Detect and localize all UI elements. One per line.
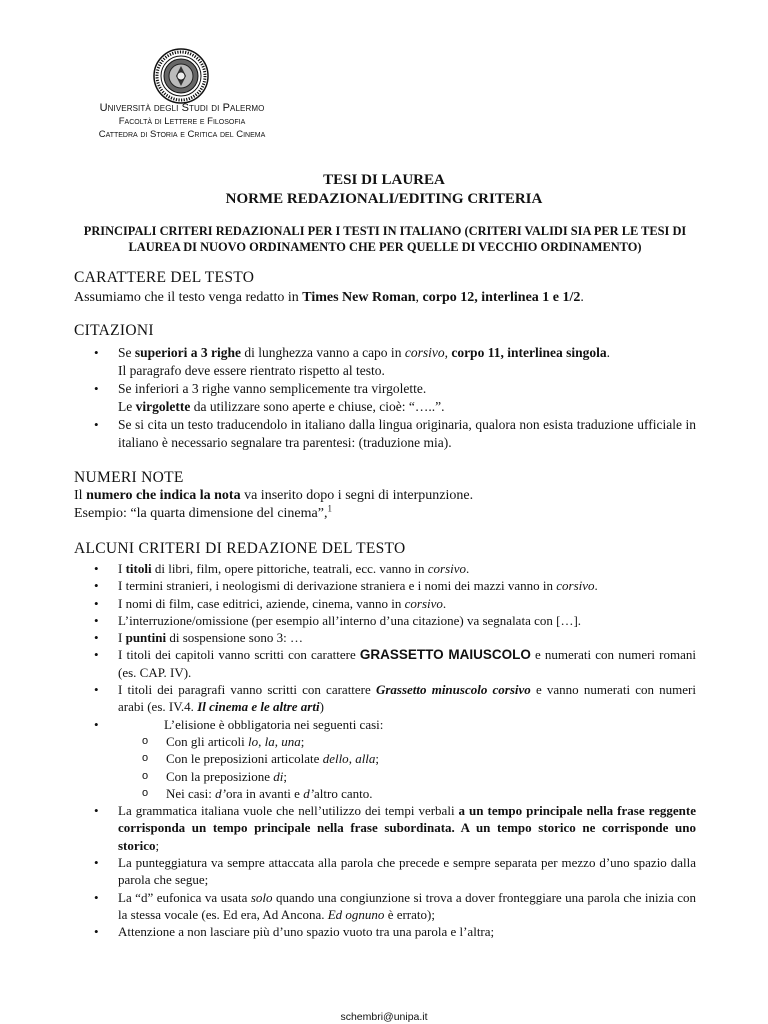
- heading-carattere: CARATTERE DEL TESTO: [74, 269, 255, 286]
- heading-citazioni: CITAZIONI: [74, 322, 154, 339]
- list-item: • I puntini di sospensione sono 3: …: [94, 630, 303, 646]
- numeri-note-paragraph: Il numero che indica la nota va inserito dopo i segni di interpunzione. Esempio: “la quarta dimensione del cinema”,$^1$: [74, 488, 474, 521]
- elisione-sublist: [118, 733, 696, 802]
- list-item: • I titoli dei capitoli vanno scritti con carattere GRASSETTO MAIUSCOLO e numerati con numeri romani (es. CAP. IV).: [94, 647, 697, 680]
- list-item: • Se superiori a 3 righe di lunghezza vanno a capo in corsivo, corpo 11, interlinea singola. Il paragrafo deve essere rientrato rispetto al testo.: [94, 345, 610, 378]
- list-item: • Se si cita un testo traducendolo in italiano dalla lingua originaria, qualora non esista traduzione ufficiale in italiano è necessario segnalare tra parentesi: (traduzione mia).: [94, 417, 696, 450]
- citazioni-list: [74, 344, 696, 452]
- sublist-item: o Con le preposizioni articolate dello, alla;: [142, 751, 380, 767]
- carattere-paragraph: Assumiamo che il testo venga redatto in Times New Roman, corpo 12, interlinea 1 e 1/2.: [74, 290, 584, 305]
- list-item: • I nomi di film, case editrici, aziende, cinema, vanno in corsivo.: [94, 595, 447, 611]
- heading-criteri: ALCUNI CRITERI DI REDAZIONE DEL TESTO: [74, 540, 406, 557]
- sublist-item: o Con gli articoli lo, la, una;: [142, 733, 305, 749]
- sublist-item: o Con la preposizione di;: [142, 768, 287, 784]
- heading-numeri-note: NUMERI NOTE: [74, 469, 184, 486]
- faculty-name: Facoltà di Lettere e Filosofia: [118, 116, 246, 127]
- list-item: • Se inferiori a 3 righe vanno semplicemente tra virgolette. Le virgolette da utilizzare sono aperte e chiuse, cioè: “…..”.: [94, 381, 445, 414]
- title-line-1: TESI DI LAUREA: [323, 172, 445, 188]
- list-item: • La grammatica italiana vuole che nell’utilizzo dei tempi verbali a un tempo principale nella frase reggente corrisponda un tempo principale nella frase subordinata. A un tempo storico ne corrisponde uno storico;: [94, 803, 696, 853]
- university-name: Università degli Studi di Palermo: [99, 102, 265, 114]
- list-item: • I termini stranieri, i neologismi di derivazione straniera e i nomi dei mazzi vanno in corsivo.: [94, 578, 598, 594]
- sublist-item: o Nei casi: d’ora in avanti e d’altro canto.: [142, 785, 373, 801]
- university-header: [77, 102, 287, 141]
- university-seal-icon: [153, 48, 209, 104]
- list-item: • L’elisione è obbligatoria nei seguenti casi: o Con gli articoli lo, la, una; o Con le preposizioni articolate dello, alla; o Con la preposizione di; o Nei casi: d’ora in avanti e d’altro canto.: [74, 716, 696, 802]
- criteri-list: [74, 560, 696, 941]
- title-line-2: NORME REDAZIONALI/EDITING CRITERIA: [225, 191, 543, 207]
- list-item: • La punteggiatura va sempre attaccata alla parola che precede e sempre separata per mezzo d’uno spazio dalla parola che segue;: [94, 855, 696, 888]
- chair-name: Cattedra di Storia e Critica del Cinema: [98, 129, 266, 140]
- list-item: • I titoli di libri, film, opere pittoriche, teatrali, ecc. vanno in corsivo.: [94, 561, 470, 576]
- footer-email: schembri@unipa.it: [340, 1011, 428, 1023]
- list-item: • La “d” eufonica va usata solo quando una congiunzione si trova a dover fronteggiare una parola che inizia con la stessa vocale (es. Ed era, Ad Ancona. Ed ognuno è errato);: [94, 889, 696, 922]
- document-title-block: [0, 171, 768, 209]
- document-subtitle: PRINCIPALI CRITERI REDAZIONALI PER I TESTI IN ITALIANO (CRITERI VALIDI SIA PER LE TESI DI LAUREA DI NUOVO ORDINAMENTO CHE PER QUELLE DI VECCHIO ORDINAMENTO): [83, 224, 687, 254]
- list-item: • I titoli dei paragrafi vanno scritti con carattere Grassetto minuscolo corsivo e vanno numerati con numeri arabi (es. IV.4. Il cinema e le altre arti): [94, 682, 696, 715]
- list-item: • Attenzione a non lasciare più d’uno spazio vuoto tra una parola e l’altra;: [94, 924, 495, 940]
- list-item: • L’interruzione/omissione (per esempio all’interno d’una citazione) va segnalata con […].: [94, 612, 582, 628]
